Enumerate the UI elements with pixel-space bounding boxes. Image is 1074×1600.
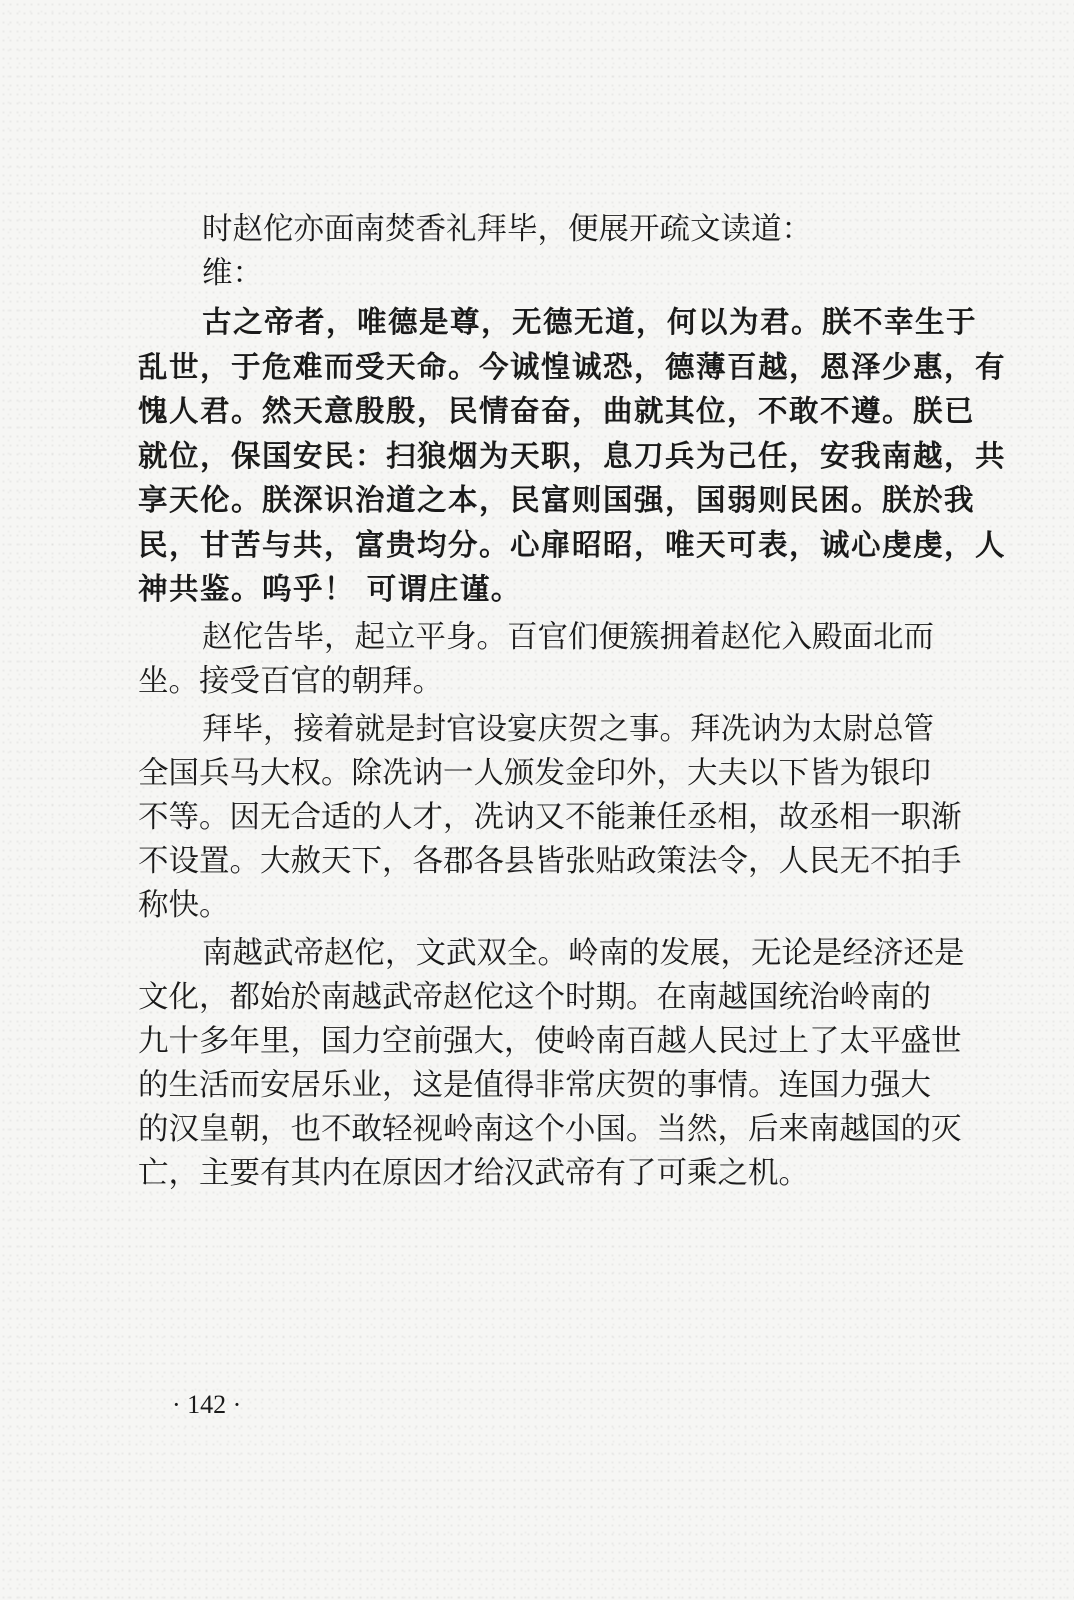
- paragraph-1: [138, 616, 944, 704]
- decree-line: 就位，保国安民：扫狼烟为天职，息刀兵为己任，安我南越，共: [138, 437, 1007, 473]
- paragraph-line: 南越武帝赵佗，文武双全。岭南的发展，无论是经济还是: [202, 935, 965, 971]
- decree-line: 古之帝者，唯德是尊，无德无道，何以为君。朕不幸生于: [202, 304, 978, 339]
- paragraph-line: 不设置。大赦天下，各郡各县皆张贴政策法令，人民无不拍手: [138, 843, 962, 879]
- paragraph-line: 不等。因无合适的人才，冼讷又不能兼任丞相，故丞相一职渐: [138, 799, 962, 835]
- decree-line: 愧人君。然天意殷殷，民情奋奋，曲就其位，不敢不遵。朕已: [138, 393, 976, 428]
- decree-text: [138, 300, 1007, 612]
- body-text: [138, 208, 1007, 1196]
- intro-line: 时赵佗亦面南焚香礼拜毕，便展开疏文读道：: [202, 212, 812, 247]
- paragraph-line: 称快。: [138, 887, 230, 923]
- paragraph-line: 的汉皇朝，也不敢轻视岭南这个小国。当然，后来南越国的灭: [138, 1111, 962, 1147]
- paragraph-line: 赵佗告毕，起立平身。百官们便簇拥着赵佗入殿面北而: [202, 619, 934, 655]
- decree-line: 乱世，于危难而受天命。今诚惶诚恐，德薄百越，恩泽少惠，有: [138, 348, 1007, 384]
- wei-line: 维：: [202, 256, 263, 291]
- paragraph-line: 文化，都始於南越武帝赵佗这个时期。在南越国统治岭南的: [138, 979, 931, 1015]
- decree-line: 享天伦。朕深识治道之本，民富则国强，国弱则民困。朕於我: [138, 482, 976, 517]
- paragraph-line: 的生活而安居乐业，这是值得非常庆贺的事情。连国力强大: [138, 1067, 931, 1103]
- paragraph-3: [138, 932, 965, 1196]
- paragraph-line: 坐。接受百官的朝拜。: [138, 663, 443, 699]
- decree-line: 民，甘苦与共，富贵均分。心扉昭昭，唯天可表，诚心虔虔，人: [138, 526, 1007, 562]
- decree-line: 神共鉴。呜乎！ 可谓庄谨。: [138, 571, 522, 606]
- paragraph-line: 拜毕，接着就是封官设宴庆贺之事。拜冼讷为太尉总管: [202, 711, 934, 747]
- paragraph-line: 九十多年里，国力空前强大，使岭南百越人民过上了太平盛世: [138, 1023, 962, 1059]
- page-number: · 142 ·: [172, 1390, 242, 1419]
- paragraph-line: 亡，主要有其内在原因才给汉武帝有了可乘之机。: [138, 1155, 809, 1191]
- paragraph-line: 全国兵马大权。除冼讷一人颁发金印外，大夫以下皆为银印: [138, 755, 931, 791]
- paragraph-2: [138, 708, 962, 928]
